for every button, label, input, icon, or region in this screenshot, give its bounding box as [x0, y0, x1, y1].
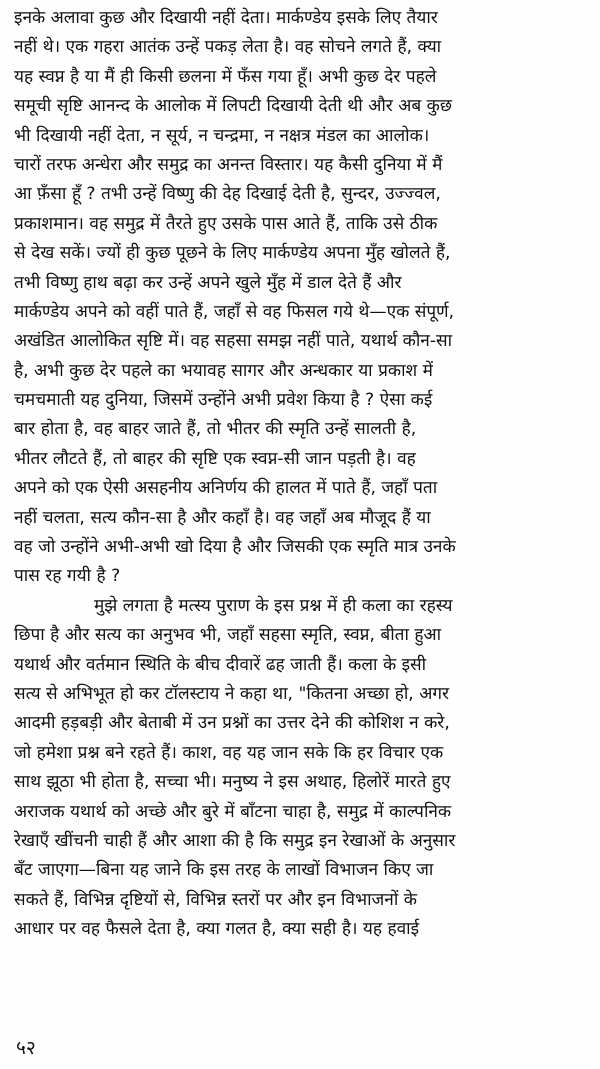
text-line: है, अभी कुछ देर पहले का भयावह सागर और अन्धकार या प्रकाश में: [14, 360, 433, 381]
text-line: आ फ़ँसा हूँ ? तभी उन्हें विष्णु की देह दिखाई देती है, सुन्दर, उज्ज्वल,: [14, 184, 441, 205]
text-line: समूची सृष्टि आनन्द के आलोक में लिपटी दिखायी देती थी और अब कुछ: [14, 96, 452, 117]
text-line: साथ झूठा भी होता है, सच्चा भी। मनुष्य ने इस अथाह, हिलोरें मारते हुए: [14, 772, 451, 793]
page-number: ५२: [16, 1037, 36, 1059]
paragraph-start-line: मुझे लगता है मत्स्य पुराण के इस प्रश्न में ही कला का रहस्य: [94, 595, 453, 616]
text-line: मार्कण्डेय अपने को वहीं पाते हैं, जहाँ से वह फिसल गये थे—एक संपूर्ण,: [14, 301, 455, 322]
text-line: नहीं चलता, सत्य कौन-सा है और कहाँ है। वह जहाँ अब मौजूद हैं या: [14, 507, 431, 528]
text-line: तभी विष्णु हाथ बढ़ा कर उन्हें अपने खुले मुँह में डाल देते हैं और: [14, 272, 402, 293]
text-line: भी दिखायी नहीं देता, न सूर्य, न चन्द्रमा, न नक्षत्र मंडल का आलोक।: [14, 125, 430, 146]
text-line: आदमी हड़बड़ी और बेताबी में उन प्रश्नों का उत्तर देने की कोशिश न करे,: [14, 713, 450, 734]
text-line: बँट जाएगा—बिना यह जाने कि इस तरह के लाखों विभाजन किए जा: [14, 860, 434, 881]
text-line: वह जो उन्होंने अभी-अभी खो दिया है और जिसकी एक स्मृति मात्र उनके: [14, 537, 456, 558]
text-line: इनके अलावा कुछ और दिखायी नहीं देता। मार्कण्डेय इसके लिए तैयार: [14, 8, 438, 28]
text-line: भीतर लौटते हैं, तो बाहर की सृष्टि एक स्वप्न-सी जान पड़ती है। वह: [14, 448, 416, 469]
text-line: छिपा है और सत्य का अनुभव भी, जहाँ सहसा स्मृति, स्वप्न, बीता हुआ: [14, 625, 442, 646]
text-line: चमचमाती यह दुनिया, जिसमें उन्होंने अभी प्रवेश किया है ? ऐसा कई: [14, 390, 433, 411]
text-line: अखंडित आलोकित सृष्टि में। वह सहसा समझ नहीं पाते, यथार्थ कौन-सा: [14, 331, 453, 352]
text-line: बार होता है, वह बाहर जाते हैं, तो भीतर की स्मृति उन्हें सालती है,: [14, 419, 417, 440]
text-line: आधार पर वह फैसले देता है, क्या गलत है, क्या सही है। यह हवाई: [14, 919, 420, 940]
text-line: यह स्वप्न है या मैं ही किसी छलना में फँस गया हूँ। अभी कुछ देर पहले: [14, 66, 437, 87]
body-text: [14, 4, 590, 945]
text-line: सत्य से अभिभूत हो कर टॉलस्टाय ने कहा था, "कितना अच्छा हो, अगर: [14, 683, 450, 704]
text-line: पास रह गयी है ?: [14, 566, 121, 587]
text-line: अराजक यथार्थ को अच्छे और बुरे में बाँटना चाहा है, समुद्र में काल्पनिक: [14, 801, 452, 822]
text-line: सकते हैं, विभिन्न दृष्टियों से, विभिन्न स्तरों पर और इन विभाजनों के: [14, 889, 417, 910]
text-line: रेखाएँ खींचनी चाही हैं और आशा की है कि समुद्र इन रेखाओं के अनुसार: [14, 830, 456, 851]
text-line: प्रकाशमान। वह समुद्र में तैरते हुए उसके पास आते हैं, ताकि उसे ठीक: [14, 213, 438, 234]
text-line: यथार्थ और वर्तमान स्थिति के बीच दीवारें ढह जाती हैं। कला के इसी: [14, 654, 427, 675]
text-line: जो हमेशा प्रश्न बने रहते हैं। काश, वह यह जान सके कि हर विचार एक: [14, 742, 444, 763]
text-line: चारों तरफ अन्धेरा और समुद्र का अनन्त विस्तार। यह कैसी दुनिया में मैं: [14, 154, 443, 175]
text-line: से देख सकें। ज्यों ही कुछ पूछने के लिए मार्कण्डेय अपना मुँह खोलते हैं,: [14, 243, 451, 264]
text-line: नहीं थे। एक गहरा आतंक उन्हें पकड़ लेता है। वह सोचने लगते हैं, क्या: [14, 37, 442, 58]
text-line: अपने को एक ऐसी असहनीय अनिर्णय की हालत में पाते हैं, जहाँ पता: [14, 478, 438, 499]
